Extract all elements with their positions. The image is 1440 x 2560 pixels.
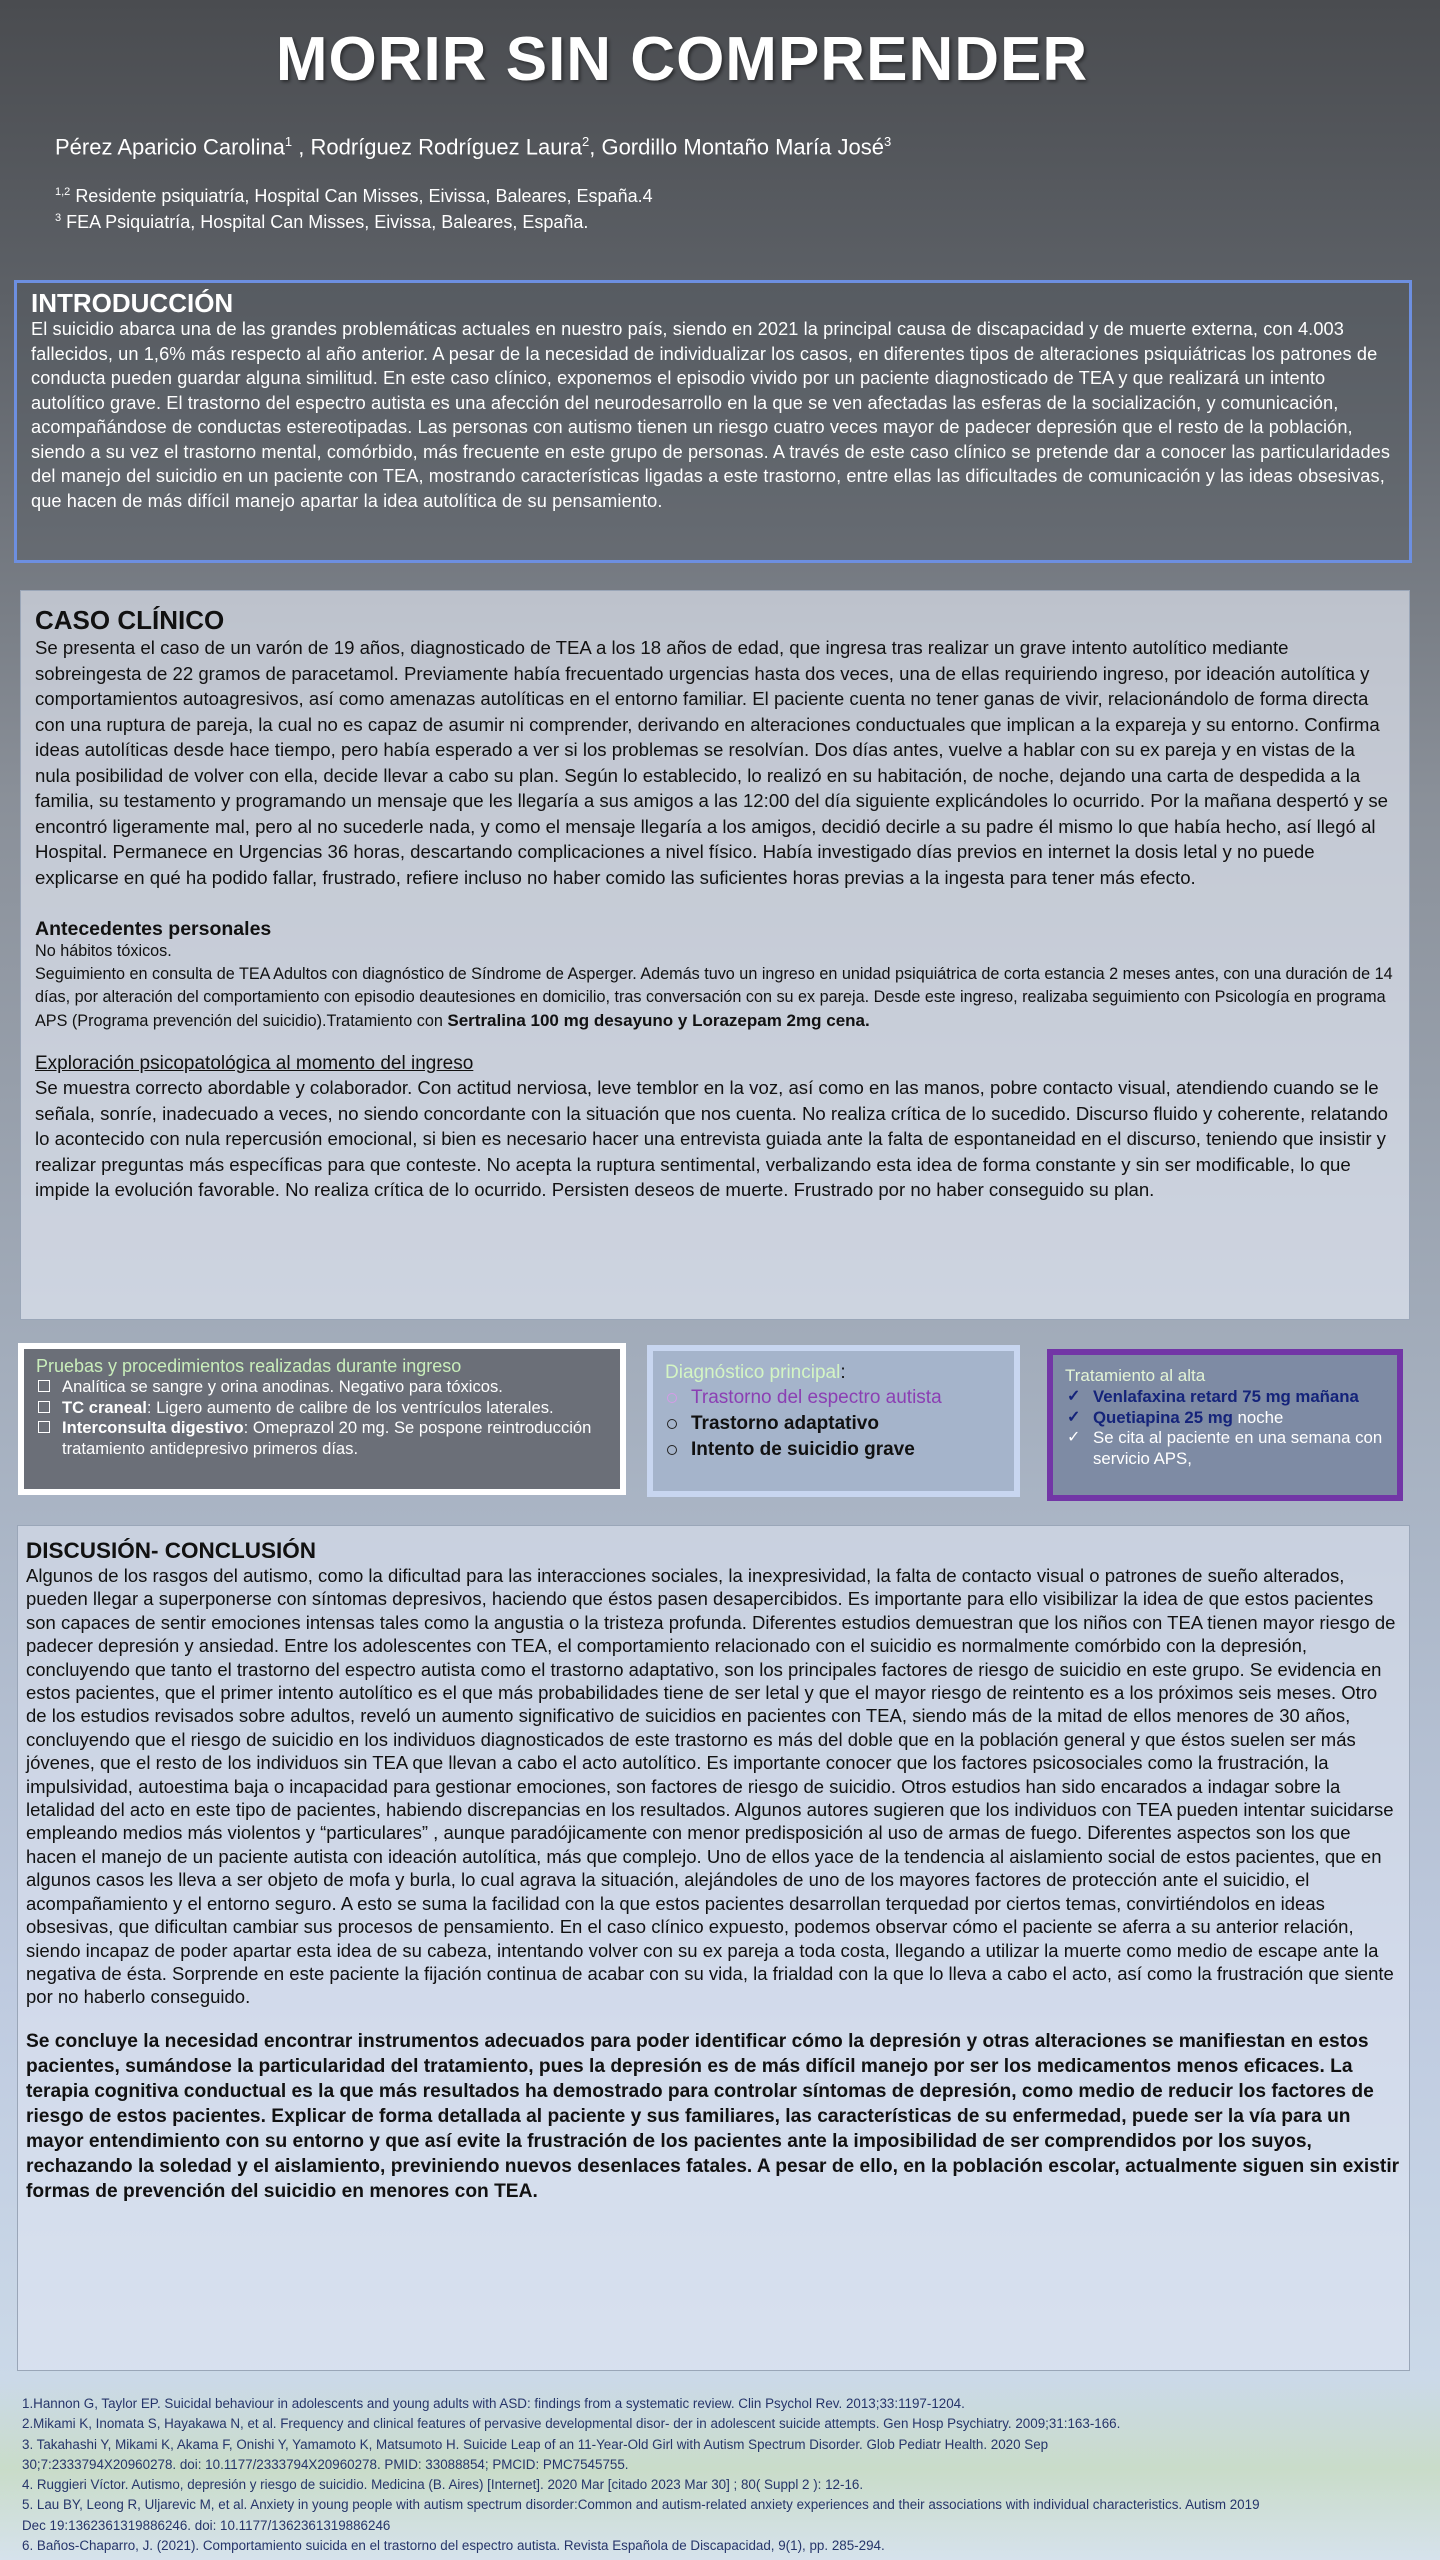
affiliation-2-sup: 3: [55, 212, 62, 224]
tests-box: [18, 1343, 626, 1495]
diagnosis-heading-colon: :: [840, 1362, 846, 1383]
author-2: , Rodríguez Rodríguez Laura: [298, 134, 582, 160]
reference-item: 3. Takahashi Y, Mikami K, Akama F, Onishi Y, Yamamoto K, Matsumoto H. Suicide Leap of an 11-Year-Old Girl with Autism Spectrum Disorder. Glob Pediatr Health. 2020 Sep: [22, 2436, 1049, 2452]
diagnosis-heading: Diagnóstico principal: [665, 1362, 841, 1383]
background-text: Seguimiento en consulta de TEA Adultos con diagnóstico de Síndrome de Asperger. Además tuvo un ingreso en unidad psiquiátrica de corta estancia 2 meses antes, con una duración de 14 días, por alteración del comportamiento con episodio deautesiones en domicilio, tras conversación con su ex pareja. Desde este ingreso, realizaba seguimiento con Psicología en programa APS (Programa prevención del suicidio).Tratamiento con: [35, 965, 1393, 1030]
tests-item-2-text: : Ligero aumento de calibre de los ventrículos laterales.: [146, 1397, 554, 1417]
author-list: [55, 134, 891, 160]
circle-bullet-icon: [667, 1419, 677, 1429]
exam-heading: Exploración psicopatológica al momento del ingreso: [35, 1053, 474, 1074]
introduction-heading: INTRODUCCIÓN: [31, 288, 234, 318]
tests-item-3-text: : Omeprazol 20 mg. Se pospone reintroducción tratamiento antidepresivo primeros días.: [62, 1418, 592, 1458]
tests-heading: Pruebas y procedimientos realizadas durante ingreso: [36, 1356, 462, 1376]
tests-list: [36, 1377, 608, 1459]
background-medication: Sertralina 100 mg desayuno y Lorazepam 2mg cena.: [447, 1011, 870, 1030]
author-3: , Gordillo Montaño María José: [589, 134, 884, 160]
diagnosis-item-1-text: Trastorno del espectro autista: [691, 1387, 942, 1408]
discharge-treatment-box: [1047, 1349, 1403, 1501]
diagnosis-heading-row: [665, 1361, 1002, 1385]
reference-item: 30;7:2333794X20960278. doi: 10.1177/2333794X20960278. PMID: 33088854; PMCID: PMC7545755.: [22, 2456, 629, 2472]
discussion-section: [17, 1525, 1410, 2371]
discharge-treatment-heading: Tratamiento al alta: [1065, 1366, 1206, 1385]
checkmark-icon: ✓: [1067, 1408, 1081, 1426]
diagnosis-item-2: [665, 1411, 1002, 1437]
affiliation-2: [55, 212, 588, 233]
author-3-sup: 3: [883, 134, 892, 149]
checkbox-icon: [38, 1380, 50, 1392]
author-2-sup: 2: [582, 134, 590, 149]
checkmark-icon: ✓: [1067, 1388, 1081, 1405]
author-1-sup: 1: [284, 134, 293, 149]
circle-bullet-icon: [667, 1393, 677, 1403]
tests-item-3: [36, 1418, 608, 1459]
diagnosis-item-2-text: Trastorno adaptativo: [691, 1413, 879, 1434]
clinical-case-heading: CASO CLÍNICO: [35, 605, 225, 635]
checkbox-icon: [38, 1421, 50, 1433]
tests-item-1-text: Analítica se sangre y orina anodinas. Negativo para tóxicos.: [62, 1377, 503, 1396]
treatment-item-2-suffix: noche: [1232, 1407, 1284, 1427]
background-line-1: No hábitos tóxicos.: [35, 942, 172, 960]
references-list: [22, 2394, 1422, 2556]
diagnosis-list: [665, 1385, 1002, 1463]
reference-item: 1.Hannon G, Taylor EP. Suicidal behaviour in adolescents and young adults with ASD: findings from a systematic review. Clin Psychol Rev. 2013;33:1197-1204.: [22, 2396, 965, 2411]
reference-item: 5. Lau BY, Leong R, Uljarevic M, et al. Anxiety in young people with autism spectrum disorder:Common and autism-related anxiety experiences and their associations with individual characteristics. Autism 2019: [22, 2497, 1260, 2513]
treatment-item-1: [1065, 1387, 1385, 1408]
introduction-text: El suicidio abarca una de las grandes problemáticas actuales en nuestro país, siendo en 2021 la principal causa de discapacidad y de muerte externa, con 4.003 fallecidos, un 1,6% más respecto al año anterior. A pesar de la necesidad de individualizar los casos, en diferentes tipos de alteraciones psiquiátricas los patrones de conducta pueden guardar alguna similitud. En este caso clínico, exponemos el episodio vivido por un paciente diagnosticado de TEA y que realizará un intento autolítico grave. El trastorno del espectro autista es una afección del neurodesarrollo en la que se ven afectadas las esferas de la socialización, y comunicación, acompañándose de conductas estereotipadas. Las personas con autismo tienen un riesgo cuatro veces mayor de padecer depresión que el resto de la población, siendo a su vez el trastorno mental, comórbido, más frecuente en este grupo de personas. A través de este caso clínico se pretende dar a conocer las particularidades del manejo del suicidio en un paciente con TEA, mostrando características ligadas a este trastorno, entre ellas las dificultades de comunicación y las ideas obsesivas, que hacen de más difícil manejo apartar la idea autolítica de su pensamiento.: [31, 319, 1391, 511]
poster-title: MORIR SIN COMPRENDER: [275, 25, 1089, 94]
tests-item-2-label: TC craneal: [62, 1397, 147, 1417]
clinical-case-text: Se presenta el caso de un varón de 19 años, diagnosticado de TEA a los 18 años de edad, que ingresa tras realizar un grave intento autolítico mediante sobreingesta de 22 gramos de paracetamol. Previamente había frecuentado urgencias hasta dos veces, una de ellas requiriendo ingreso, por ideación autolítica y comportamientos autoagresivos, así como amenazas autolíticas en el entorno familiar. El paciente cuenta no tener ganas de vivir, relacionándolo de forma directa con una ruptura de pareja, la cual no es capaz de asumir ni comprender, derivando en alteraciones conductuales que implican a la expareja y su entorno. Confirma ideas autolíticas desde hace tiempo, pero había esperado a ver si los problemas se resolvían. Dos días antes, vuelve a hablar con su ex pareja y en vistas de la nula posibilidad de volver con ella, decide llevar a cabo su plan. Según lo establecido, lo realizó en su habitación, de noche, dejando una carta de despedida a la familia, su testamento y programando un mensaje que les llegaría a sus amigos a las 12:00 del día siguiente explicándoles lo ocurrido. Por la mañana despertó y se encontró ligeramente mal, pero al no sucederle nada, y como el mensaje llegaría a los amigos, decidió decirle a su padre él mismo lo que había hecho, así llegó al Hospital. Permanece en Urgencias 36 horas, descartando complicaciones a nivel físico. Había investigado días previos en internet la dosis letal y no puede explicarse en qué ha podido fallar, frustrado, refiere incluso no haber comido las suficientes horas previas a la ingesta para tener más efecto.: [35, 637, 1388, 888]
poster-header: [0, 0, 1440, 270]
author-1: Pérez Aparicio Carolina: [55, 134, 285, 160]
diagnosis-item-1: [665, 1385, 1002, 1411]
discussion-heading: DISCUSIÓN- CONCLUSIÓN: [26, 1538, 317, 1563]
background-heading: Antecedentes personales: [35, 918, 272, 940]
diagnosis-box: [647, 1345, 1020, 1497]
introduction-section: [14, 280, 1412, 563]
discharge-treatment-list: [1065, 1387, 1385, 1469]
treatment-item-2: [1065, 1408, 1385, 1429]
treatment-item-3-text: Se cita al paciente en una semana con servicio APS,: [1093, 1428, 1383, 1468]
diagnosis-item-3-text: Intento de suicidio grave: [691, 1439, 915, 1460]
tests-item-3-label: Interconsulta digestivo: [62, 1418, 244, 1437]
background-line-2: [35, 963, 1395, 1033]
checkbox-icon: [38, 1401, 50, 1413]
treatment-item-2-text: Quetiapina 25 mg: [1093, 1407, 1233, 1427]
reference-item: Dec 19:1362361319886246. doi: 10.1177/1362361319886246: [22, 2517, 391, 2533]
circle-bullet-icon: [667, 1445, 677, 1455]
checkmark-icon: ✓: [1067, 1429, 1081, 1446]
tests-item-1: [36, 1377, 608, 1398]
reference-item: 2.Mikami K, Inomata S, Hayakawa N, et al. Frequency and clinical features of pervasive developmental disor- der in adolescent suicide attempts. Gen Hosp Psychiatry. 2009;31:163-166.: [22, 2416, 1121, 2432]
exam-text: Se muestra correcto abordable y colaborador. Con actitud nerviosa, leve temblor en la voz, así como en las manos, pobre contacto visual, atendiendo cuando se le señala, sonríe, inadecuado a veces, no siendo concordante con la situación que nos cuenta. No realiza crítica de lo sucedido. Discurso fluido y coherente, relatando lo acontecido con nula repercusión emocional, si bien es necesario hacer una entrevista guiada ante la falta de espontaneidad en el discurso, teniendo que insistir y realizar preguntas más específicas para que conteste. No acepta la ruptura sentimental, verbalizando esta idea de forma constante y sin ser modificable, lo que impide la evolución favorable. No realiza crítica de lo ocurrido. Persisten deseos de muerte. Frustrado por no haber conseguido su plan.: [35, 1077, 1389, 1200]
treatment-item-1-text: Venlafaxina retard 75 mg mañana: [1093, 1387, 1359, 1406]
affiliation-1: [55, 186, 653, 207]
affiliation-1-text: Residente psiquiatría, Hospital Can Misses, Eivissa, Baleares, España.4: [75, 186, 653, 206]
reference-item: 6. Baños-Chaparro, J. (2021). Comportamiento suicida en el trastorno del espectro autista. Revista Española de Discapacidad, 9(1), pp. 285-294.: [22, 2538, 885, 2554]
tests-item-2: [36, 1398, 608, 1419]
diagnosis-item-3: [665, 1437, 1002, 1463]
affiliation-1-sup: 1,2: [55, 186, 71, 198]
treatment-item-3: [1065, 1428, 1385, 1469]
discussion-text: Algunos de los rasgos del autismo, como la dificultad para las interacciones sociales, la inexpresividad, la falta de contacto visual o patrones de sueño alterados, pueden llegar a superponerse con síntomas depresivos, haciendo que éstos pasen desapercibidos. Es importante para ello visibilizar la idea de que estos pacientes son capaces de sentir emociones intensas tales como la angustia o la tristeza profunda. Diferentes estudios demuestran que los niños con TEA tienen mayor riesgo de padecer depresión y ansiedad. Entre los adolescentes con TEA, el comportamiento relacionado con el suicidio es normalmente comórbido con la depresión, concluyendo que tanto el trastorno del espectro autista como el trastorno adaptativo, son los principales factores de riesgo de suicidio en este grupo. Se evidencia en estos pacientes, que el primer intento autolítico es el que más probabilidades tiene de ser letal y que el mayor riesgo de reintento es a los próximos seis meses. Otro de los estudios revisados sobre adultos, reveló un aumento significativo de suicidios en pacientes con TEA, siendo más de la mitad de ellos menores de 30 años, concluyendo que el riesgo de suicidio en los individuos diagnosticados de este trastorno es más del doble que en la población general y que éstos suelen ser más jóvenes, que el resto de los individuos sin TEA que llevan a cabo el acto autolítico. Es importante conocer que los factores psicosociales como la frustración, la impulsividad, autoestima baja o incapacidad para gestionar emociones, son factores de riesgo de suicidio. Otros estudios han sido encarados a indagar sobre la letalidad del acto en este tipo de pacientes, habiendo discrepancias en los resultados. Algunos autores sugieren que los individuos con TEA pueden intentar suicidarse empleando medios más violentos y “particulares” , aunque paradójicamente con menor predisposición al uso de armas de fuego. Diferentes aspectos son los que hacen el manejo de un paciente autista con ideación autolítica, más que complejo. Uno de ellos yace de la tendencia al aislamiento social de estos pacientes, que en algunos casos les lleva a ser objeto de mofa y burla, lo cual agrava la situación, alejándoles de uno de los mayores factores de protección ante el suicidio, el acompañamiento y el entorno seguro. A esto se suma la facilidad con la que estos pacientes desarrollan terquedad por ciertos temas, convirtiéndolos en ideas obsesivas, que dificultan cambiar sus procesos de pensamiento. En el caso clínico expuesto, podemos observar cómo el paciente se aferra a su anterior relación, siendo incapaz de poder apartar esta idea de su cabeza, intentando volver con su ex pareja a toda costa, llegando a utilizar la muerte como medio de escape ante la negativa de ésta. Sorprende en este paciente la fijación continua de acabar con su vida, la frialdad con la que lo lleva a cabo el acto, así como la frustración que siente por no haberlo conseguido.: [26, 1565, 1396, 2008]
affiliation-2-text: FEA Psiquiatría, Hospital Can Misses, Eivissa, Baleares, España.: [66, 212, 589, 232]
reference-item: 4. Ruggieri Víctor. Autismo, depresión y riesgo de suicidio. Medicina (B. Aires) [Internet]. 2020 Mar [citado 2023 Mar 30] ; 80( Suppl 2 ): 12-16.: [22, 2477, 864, 2493]
clinical-case-section: [20, 590, 1410, 1320]
conclusion-text: Se concluye la necesidad encontrar instrumentos adecuados para poder identificar cómo la depresión y otras alteraciones se manifiestan en estos pacientes, sumándose la particularidad del tratamiento, pues la depresión es de más difícil manejo por ser los medicamentos menos eficaces. La terapia cognitiva conductual es la que más resultados ha demostrado para controlar síntomas de depresión, como medio de reducir los factores de riesgo de estos pacientes. Explicar de forma detallada al paciente y sus familiares, las características de su enfermedad, puede ser la vía para un mayor entendimiento con su entorno y que así evite la frustración de los pacientes ante la imposibilidad de ser comprendidos por los suyos, rechazando la soledad y el aislamiento, previniendo nuevos desenlaces fatales. A pesar de ello, en la población escolar, actualmente siguen sin existir formas de prevención del suicidio en menores con TEA.: [26, 2030, 1400, 2202]
